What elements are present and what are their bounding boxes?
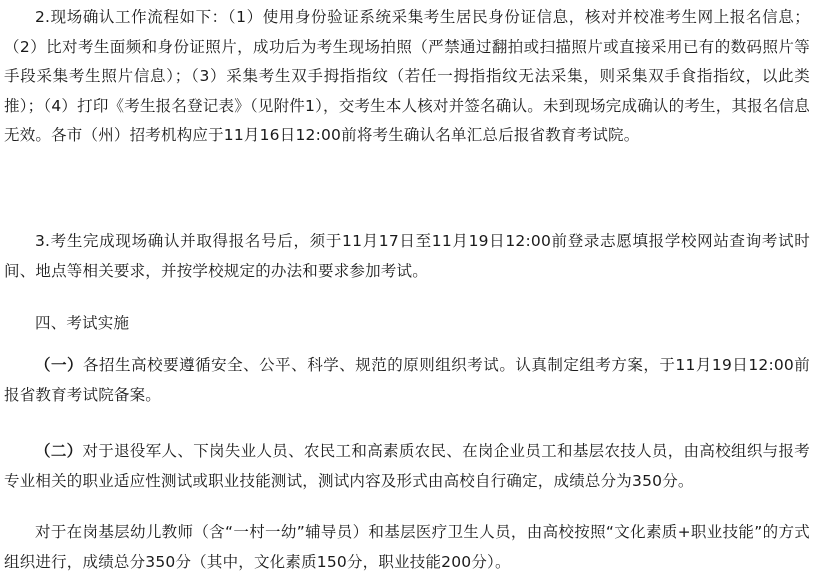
paragraph-text: 对于在岗基层幼儿教师（含“一村一幼”辅导员）和基层医疗卫生人员，由高校按照“文化素质+职业技能”的方式组织进行，成绩总分350分（其中，文化素质150分，职业技能200分）。 <box>4 523 810 571</box>
paragraph-confirmation-process <box>4 3 810 151</box>
paragraph-exam-query <box>4 227 810 286</box>
section-heading-exam-implementation <box>4 309 810 339</box>
paragraph-text: 3.考生完成现场确认并取得报名号后，须于11月17日至11月19日12:00前登录志愿填报学校网站查询考试时间、地点等相关要求，并按学校规定的办法和要求参加考试。 <box>4 232 810 280</box>
paragraph-text: 2.现场确认工作流程如下：（1）使用身份验证系统采集考生居民身份证信息，核对并校准考生网上报名信息；（2）比对考生面频和身份证照片，成功后为考生现场拍照（严禁通过翻拍或扫描照片或直接采用已有的数码照片等手段采集考生照片信息）；（3）采集考生双手拇指指纹（若任一拇指指纹无法采集，则采集双手食指指纹，以此类推）；（4）打印《考生报名登记表》（见附件1），交考生本人核对并签名确认。未到现场完成确认的考生，其报名信息无效。各市（州）招考机构应于11月16日12:00前将考生确认名单汇总后报省教育考试院。 <box>4 8 810 144</box>
item-label-two: （二） <box>35 442 83 460</box>
paragraph-teachers-medical <box>4 518 810 577</box>
item-label-one: （一） <box>35 356 84 374</box>
paragraph-vocational-test <box>4 437 810 496</box>
paragraph-exam-principles <box>4 351 810 410</box>
section-heading-text: 四、考试实施 <box>35 314 130 332</box>
paragraph-text: 各招生高校要遵循安全、公平、科学、规范的原则组织考试。认真制定组考方案，于11月19日12:00前报省教育考试院备案。 <box>4 356 811 404</box>
paragraph-text: 对于退役军人、下岗失业人员、农民工和高素质农民、在岗企业员工和基层农技人员，由高校组织与报考专业相关的职业适应性测试或职业技能测试，测试内容及形式由高校自行确定，成绩总分为350分。 <box>4 442 810 490</box>
